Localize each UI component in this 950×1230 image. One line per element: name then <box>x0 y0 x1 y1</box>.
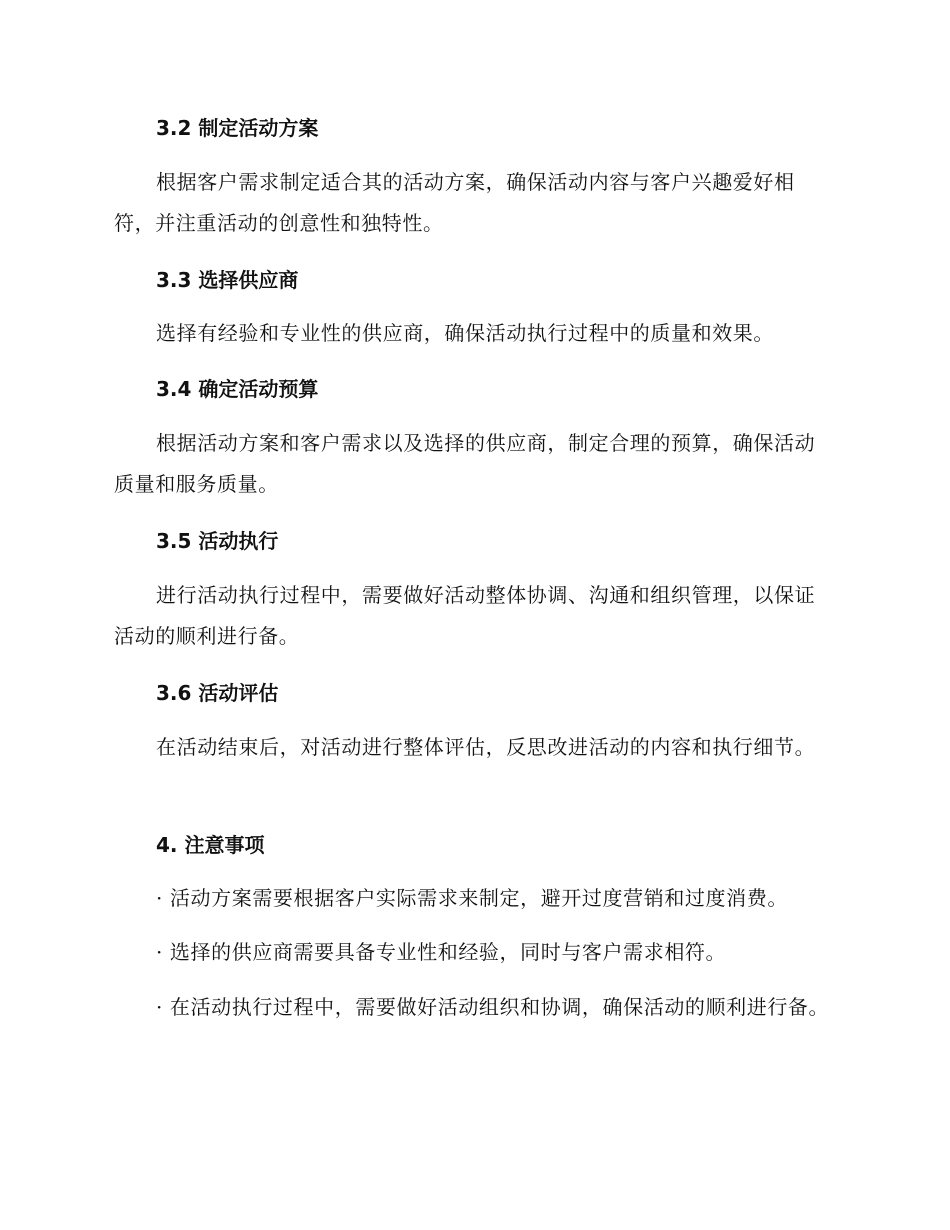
section-heading-3-2: 3.2 制定活动方案 <box>156 116 319 140</box>
section-paragraph-3-5: 进行活动执行过程中，需要做好活动整体协调、沟通和组织管理，以保证活动的顺利进行备。 <box>114 583 816 648</box>
section-heading-3-6: 3.6 活动评估 <box>156 681 279 705</box>
section-heading-3-5: 3.5 活动执行 <box>156 529 279 553</box>
section-paragraph-3-6: 在活动结束后，对活动进行整体评估，反思改进活动的内容和执行细节。 <box>156 735 816 759</box>
section-paragraph-3-3: 选择有经验和专业性的供应商，确保活动执行过程中的质量和效果。 <box>156 321 774 345</box>
section-paragraph-3-4: 根据活动方案和客户需求以及选择的供应商，制定合理的预算，确保活动质量和服务质量。 <box>114 431 816 496</box>
section-heading-3-4: 3.4 确定活动预算 <box>156 377 319 401</box>
notes-item: · 活动方案需要根据客户实际需求来制定，避开过度营销和过度消费。 <box>156 886 788 910</box>
notes-item: · 在活动执行过程中，需要做好活动组织和协调，确保活动的顺利进行备。 <box>156 995 830 1019</box>
section-paragraph-3-2: 根据客户需求制定适合其的活动方案，确保活动内容与客户兴趣爱好相符，并注重活动的创意性和独特性。 <box>114 170 795 235</box>
notes-item: · 选择的供应商需要具备专业性和经验，同时与客户需求相符。 <box>156 940 727 964</box>
section-heading-3-3: 3.3 选择供应商 <box>156 268 299 292</box>
notes-heading: 4. 注意事项 <box>156 833 265 857</box>
